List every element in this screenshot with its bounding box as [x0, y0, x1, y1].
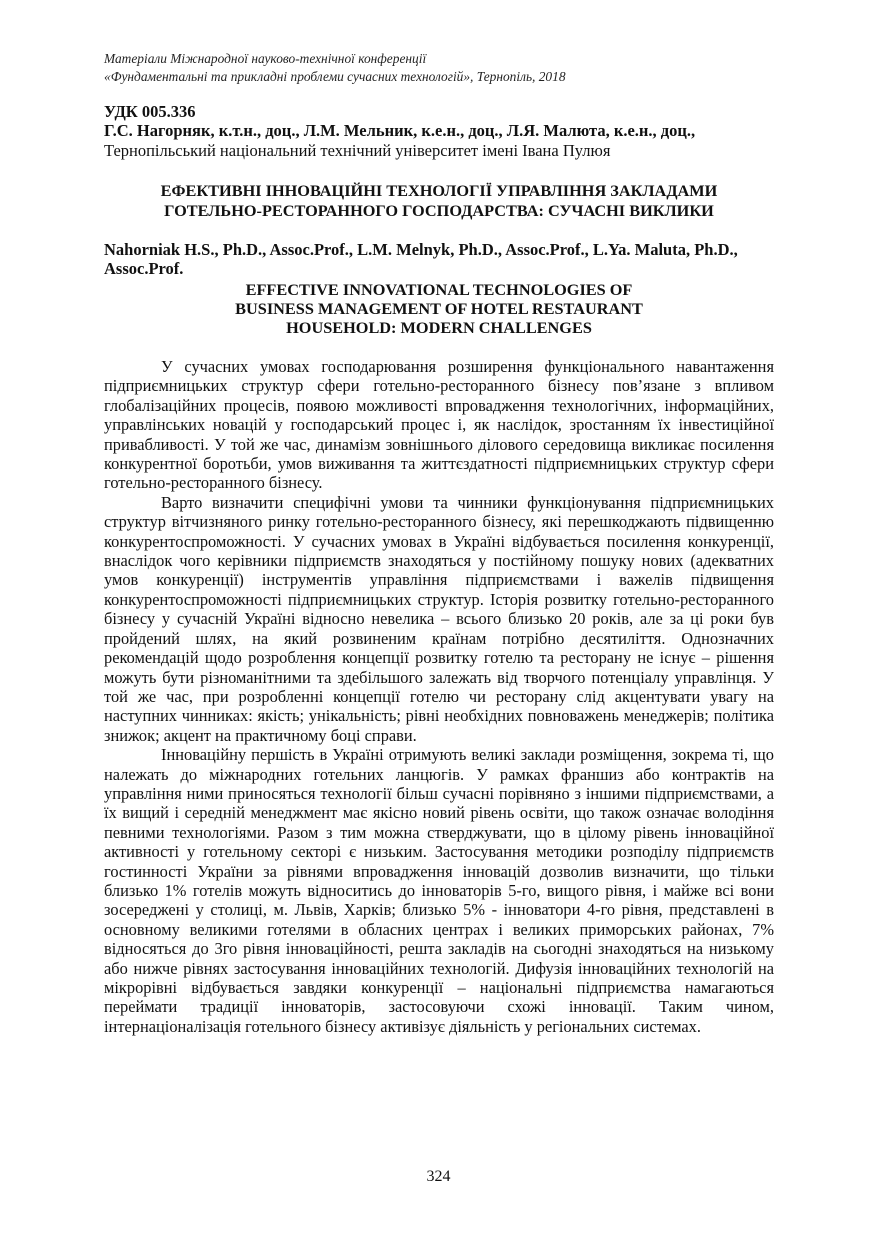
title-english-line-1: EFFECTIVE INNOVATIONAL TECHNOLOGIES OF	[245, 280, 633, 299]
paper-page	[104, 50, 774, 1036]
udk-code: УДК 005.336	[104, 102, 196, 121]
title-english-line-2: BUSINESS MANAGEMENT OF HOTEL RESTAURANT	[235, 299, 643, 318]
conference-header	[104, 50, 774, 86]
title-ukrainian	[104, 181, 774, 221]
title-english	[104, 280, 774, 337]
paragraph: Варто визначити специфічні умови та чинники функціонування підприємницьких структур вітчизняного ринку готельно-ресторанного бізнесу, які перешкоджають підвищенню конкурентоспроможності. У сучасних умовах в Україні відбувається посилення конкуренції, внаслідок чого керівники підприємств знаходяться у постійному пошуку нових (адекватних умов конкуренції) інструментів управління підприємствами і важелів підвищення конкурентоспроможності підприємницьких структур. Історія розвитку готельно-ресторанного бізнесу у сучасній Україні відносно невелика – всього близько 20 років, але за ці роки був пройдений шлях, на який розвиненим країнам потрібно десятиліття. Однозначних рекомендацій щодо розроблення концепції розвитку готелю та ресторану не існує – рішення можуть бути різноманітними та здебільшого залежать від творчого потенціалу управлінця. У той же час, при розробленні концепції готелю чи ресторану слід акцентувати увагу на наступних чинниках: якість; унікальність; рівні необхідних повноважень менеджерів; політика знижок; акцент на практичному боці справи.	[104, 492, 774, 745]
page-number: 324	[426, 1168, 451, 1185]
affiliation: Тернопільський національний технічний університет імені Івана Пулюя	[104, 141, 611, 160]
paragraph: Інноваційну першість в Україні отримують великі заклади розміщення, зокрема ті, що належать до міжнародних готельних ланцюгів. У рамках франшиз або контрактів на управління ними приносяться технології більш сучасні порівняно з іншими підприємствами, а їх вищий і середній менеджмент має якісно новий рівень освіти, що також означає володіння певними технологіями. Разом з тим можна стверджувати, що в цілому рівень інноваційної активності у готельному секторі є низьким. Застосування методики розподілу підприємств гостинності України за рівнями впровадження інновацій дозволив визначити, що тільки близько 1% готелів можуть відноситись до інноваторів 5-го, вищого рівня, і майже всі вони зосереджені у столиці, м. Львів, Харків; близько 5% - інноватори 4-го рівня, представлені в основному великими готелями в обласних центрах і великих приморських районах, 7% відносяться до 3го рівня інноваційності, решта закладів на сьогодні знаходяться на низькому або нижче рівнях застосування інноваційних технологій. Дифузія інноваційних технологій на мікрорівні відбувається завдяки конкуренції – національні підприємства намагаються переймати традиції інноваторів, застосовуючи схожі інновації. Таким чином, інтернаціоналізація готельного бізнесу активізує діяльність у регіональних системах.	[104, 745, 774, 1036]
title-ukrainian-line-2: ГОТЕЛЬНО-РЕСТОРАННОГО ГОСПОДАРСТВА: СУЧАСНІ ВИКЛИКИ	[164, 201, 714, 220]
title-english-line-3: HOUSEHOLD: MODERN CHALLENGES	[286, 318, 592, 337]
body-text	[104, 357, 774, 1036]
conference-header-line-1: Матеріали Міжнародної науково-технічної конференції	[104, 51, 427, 66]
authors-ukrainian: Г.С. Нагорняк, к.т.н., доц., Л.М. Мельник, к.е.н., доц., Л.Я. Малюта, к.е.н., доц.,	[104, 121, 696, 140]
conference-header-line-2: «Фундаментальні та прикладні проблеми сучасних технологій», Тернопіль, 2018	[104, 69, 566, 84]
authors-english: Nahorniak H.S., Ph.D., Assoc.Prof., L.M. Melnyk, Ph.D., Assoc.Prof., L.Ya. Maluta, Ph.D., Assoc.Prof.	[104, 240, 738, 278]
paragraph: У сучасних умовах господарювання розширення функціонального навантаження підприємницьких структур сфери готельно-ресторанного бізнесу пов’язане з впливом глобалізаційних процесів, появою можливості впровадження технологічних, інформаційних, управлінських новацій у господарський процес і, як наслідок, зростанням їх інвестиційної привабливості. У той же час, динамізм зовнішнього ділового середовища викликає посилення конкурентної боротьби, умов виживання та життєздатності підприємницьких структур сфери готельно-ресторанного бізнесу.	[104, 357, 774, 493]
title-ukrainian-line-1: ЕФЕКТИВНІ ІННОВАЦІЙНІ ТЕХНОЛОГІЇ УПРАВЛІННЯ ЗАКЛАДАМИ	[160, 181, 718, 200]
